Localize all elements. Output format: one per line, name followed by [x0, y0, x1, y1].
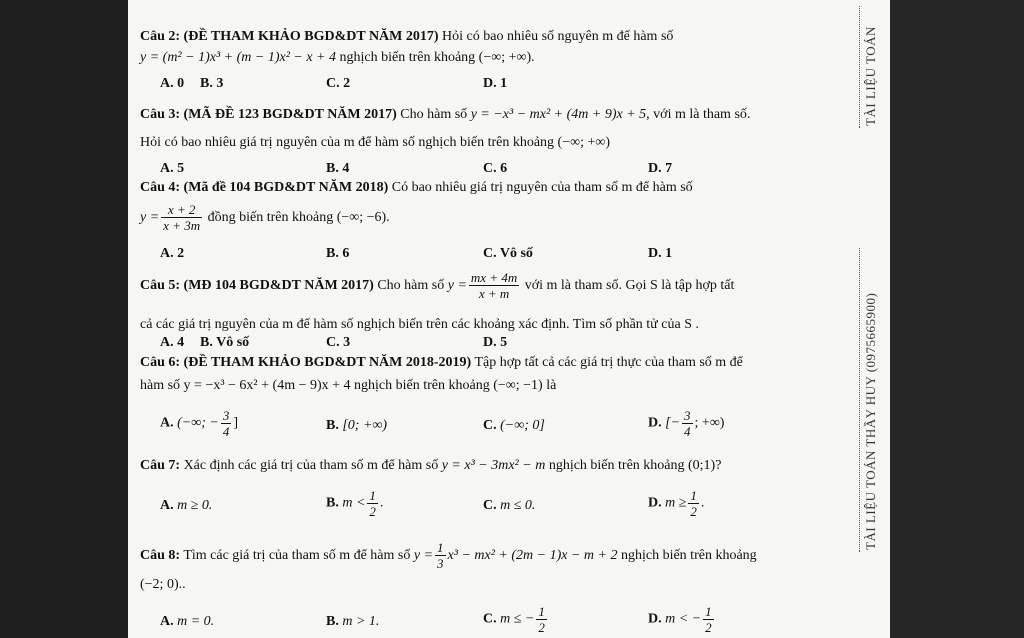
q8-option-b: [326, 614, 379, 630]
q4-numerator: x + 2: [161, 202, 202, 218]
q2-option-b: B. 3: [200, 76, 224, 91]
q6-b-val: [0; +∞): [342, 418, 388, 433]
q8-d-label: D.: [648, 611, 662, 627]
q2-tail: nghịch biến trên khoảng (−∞; +∞).: [339, 50, 535, 65]
q6-d-num: 3: [684, 408, 691, 423]
q5-option-b: B. Vô số: [200, 335, 250, 350]
q6-option-c: [483, 418, 545, 434]
q6-text: Tập hợp tất cả các giá trị thực của tham số m để: [474, 355, 743, 370]
q8-title: Câu 8:: [140, 548, 181, 563]
q8-c-den: 2: [538, 620, 545, 635]
q3-formula: y = −x³ − mx² + (4m + 9)x + 5: [470, 107, 647, 122]
q2-formula: y = (m² − 1)x³ + (m − 1)x² − x + 4: [140, 50, 336, 65]
q3-option-d: D. 7: [648, 161, 673, 176]
q8-d-num: 1: [705, 604, 712, 619]
question-2-formula-line: [140, 49, 535, 67]
q7-a-label: A.: [160, 498, 174, 513]
question-8: [140, 538, 757, 574]
q5-tail: với m là tham số. Gọi S là tập hợp tất: [524, 278, 735, 293]
q5-option-d: D. 5: [483, 335, 508, 350]
q5-line2: cả các giá trị nguyên của m để hàm số nghịch biến trên các khoảng xác định. Tìm số phần tử của S .: [140, 317, 699, 332]
q7-c-val: m ≤ 0.: [500, 498, 536, 513]
q7-option-c: [483, 498, 535, 514]
q2-option-d: D. 1: [483, 76, 508, 91]
q8-a-label: A.: [160, 614, 174, 629]
q6-option-d: [648, 408, 724, 439]
q6-option-b: [326, 418, 387, 434]
q6-option-a: [160, 408, 238, 439]
q5-option-c: C. 3: [326, 335, 351, 350]
q7-option-a: [160, 498, 212, 514]
q6-a-fraction: [221, 408, 232, 439]
q2-option-c: C. 2: [326, 76, 351, 91]
q7-b-label: B.: [326, 495, 339, 511]
document-page: [128, 0, 890, 638]
q8-tail: nghịch biến trên khoảng: [620, 548, 757, 563]
q7-b-post: .: [379, 495, 384, 511]
question-2: [140, 28, 673, 46]
q7-b-pre: m <: [342, 495, 366, 511]
q6-a-label: A.: [160, 415, 174, 431]
q7-d-num: 1: [690, 488, 697, 503]
q7-d-den: 2: [690, 504, 697, 519]
q5-text: Cho hàm số: [377, 278, 445, 293]
q3-tail: , với m là tham số.: [646, 107, 751, 122]
q3-option-b: B. 4: [326, 161, 350, 176]
q7-a-val: m ≥ 0.: [177, 498, 213, 513]
q3-text: Cho hàm số: [400, 107, 468, 122]
question-4: [140, 179, 693, 197]
q8-c-num: 1: [538, 604, 545, 619]
q8-a-val: m = 0.: [177, 614, 215, 629]
q7-d-label: D.: [648, 495, 662, 511]
q8-text: Tìm các giá trị của tham số m để hàm số: [183, 548, 411, 563]
right-dark-margin: [890, 0, 1024, 638]
q8-c-label: C.: [483, 611, 497, 627]
q7-d-fraction: [688, 488, 699, 519]
q7-c-label: C.: [483, 498, 497, 513]
question-5: [140, 268, 734, 304]
side-label-top: TÀI LIỆU TOÁN: [859, 6, 882, 128]
side-label-bottom: TÀI LIỆU TOÁN THẦY HUY (0975665900): [859, 248, 882, 552]
q8-y: y =: [413, 548, 434, 563]
q2-title: Câu 2: (ĐỀ THAM KHẢO BGD&DT NĂM 2017): [140, 29, 439, 44]
q8-num: 1: [437, 540, 444, 556]
q6-b-label: B.: [326, 418, 339, 433]
q4-option-a: A. 2: [160, 246, 185, 261]
q2-text: Hỏi có bao nhiêu số nguyên m để hàm số: [442, 29, 674, 44]
q7-d-pre: m ≥: [665, 495, 687, 511]
q6-a-right: ]: [233, 415, 238, 431]
q7-tail: nghịch biến trên khoảng (0;1)?: [548, 458, 722, 473]
q3-title: Câu 3: (MÃ ĐỀ 123 BGD&DT NĂM 2017): [140, 107, 397, 122]
q6-d-fraction: [682, 408, 693, 439]
q2-option-a: A. 0: [160, 76, 185, 91]
q7-option-d: [648, 488, 704, 519]
q8-fraction: [435, 540, 446, 571]
q8-formula-rest: x³ − mx² + (2m − 1)x − m + 2: [447, 548, 618, 563]
q4-y: y =: [140, 210, 160, 225]
q3-option-c: C. 6: [483, 161, 508, 176]
q5-option-a: A. 4: [160, 335, 185, 350]
q6-a-den: 4: [222, 424, 230, 439]
question-3: [140, 106, 750, 124]
q5-y: y =: [447, 278, 467, 293]
q8-c-pre: m ≤ −: [500, 611, 535, 627]
q7-b-fraction: [367, 488, 378, 519]
q8-b-val: m > 1.: [342, 614, 380, 629]
q4-denominator: x + 3m: [163, 218, 201, 234]
question-7: [140, 457, 721, 475]
q6-c-val: (−∞; 0]: [500, 418, 545, 433]
q8-option-d: [648, 604, 716, 635]
left-dark-margin: [0, 0, 128, 638]
q3-option-a: A. 5: [160, 161, 185, 176]
q8-option-a: [160, 614, 214, 630]
q6-d-right: ; +∞): [694, 415, 725, 431]
q7-title: Câu 7:: [140, 458, 181, 473]
q7-formula: y = x³ − 3mx² − m: [441, 458, 546, 473]
q8-option-c: [483, 604, 549, 635]
q4-fraction: [161, 202, 202, 233]
q3-line2: Hỏi có bao nhiêu giá trị nguyên của m để hàm số nghịch biến trên khoảng (−∞; +∞): [140, 135, 611, 150]
q6-d-left: [−: [665, 415, 681, 431]
q6-d-label: D.: [648, 415, 662, 431]
q7-b-den: 2: [369, 504, 376, 519]
q4-title: Câu 4: (Mã đề 104 BGD&DT NĂM 2018): [140, 180, 389, 195]
q7-b-num: 1: [369, 488, 376, 503]
q8-line2: (−2; 0)..: [140, 577, 186, 592]
q4-text: Có bao nhiêu giá trị nguyên của tham số m để hàm số: [391, 180, 693, 195]
q5-denominator: x + m: [478, 286, 510, 302]
q7-d-post: .: [700, 495, 705, 511]
question-4-formula-line: [140, 200, 390, 236]
q4-tail: đồng biến trên khoảng (−∞; −6).: [207, 210, 390, 225]
q8-d-pre: m < −: [665, 611, 702, 627]
q5-fraction: [469, 270, 519, 301]
q8-den: 3: [437, 556, 444, 572]
q4-option-d: D. 1: [648, 246, 673, 261]
q7-text: Xác định các giá trị của tham số m để hàm số: [183, 458, 439, 473]
q4-option-c: C. Vô số: [483, 246, 533, 261]
q6-title: Câu 6: (ĐỀ THAM KHẢO BGD&DT NĂM 2018-2019): [140, 355, 472, 370]
q6-a-left: (−∞; −: [177, 415, 219, 431]
q5-numerator: mx + 4m: [470, 270, 518, 286]
q6-d-den: 4: [684, 424, 691, 439]
q8-d-fraction: [703, 604, 714, 635]
q4-option-b: B. 6: [326, 246, 350, 261]
q6-a-num: 3: [222, 408, 230, 423]
q8-b-label: B.: [326, 614, 339, 629]
q6-line2: hàm số y = −x³ − 6x² + (4m − 9)x + 4 nghịch biến trên khoảng (−∞; −1) là: [140, 378, 557, 393]
q6-c-label: C.: [483, 418, 497, 433]
q5-title: Câu 5: (MĐ 104 BGD&DT NĂM 2017): [140, 278, 374, 293]
q8-d-den: 2: [705, 620, 712, 635]
q8-c-fraction: [536, 604, 547, 635]
q7-option-b: [326, 488, 383, 519]
question-6: [140, 354, 743, 372]
